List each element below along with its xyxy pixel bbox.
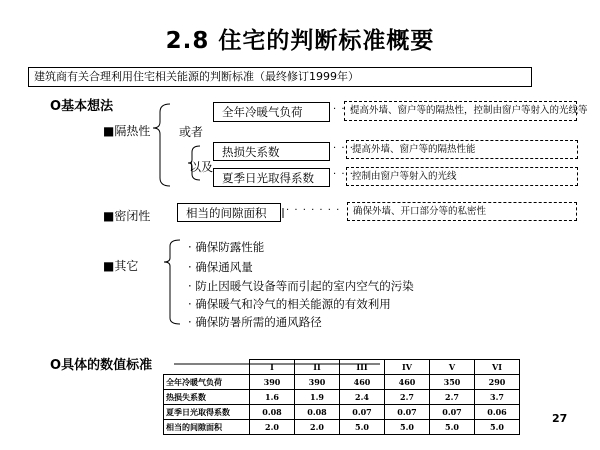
table-cell: 2.4: [340, 390, 385, 405]
column-header: III: [340, 360, 385, 375]
table-cell: 0.07: [430, 405, 475, 420]
table-cell: 0.07: [340, 405, 385, 420]
table-cell: 2.7: [385, 390, 430, 405]
table-row: [164, 375, 520, 390]
gap-area-box: 相当的间隙面积: [177, 203, 281, 222]
annual-load-desc: 提高外墙、窗户等的隔热性，控制由窗户等射入的光线等: [344, 101, 577, 121]
table-header-row: [164, 360, 520, 375]
column-header: I: [250, 360, 295, 375]
table-cell: 460: [385, 375, 430, 390]
dots-leader: · · ·: [333, 169, 354, 180]
table-row: [164, 390, 520, 405]
table-cell: 5.0: [430, 420, 475, 435]
table-cell: 350: [430, 375, 475, 390]
table-cell: 460: [340, 375, 385, 390]
other-item: · 防止因暖气设备等而引起的室内空气的污染: [188, 279, 414, 293]
table-cell: 0.08: [250, 405, 295, 420]
other-label: ■其它: [103, 259, 139, 273]
airtight-label: ■密闭性: [103, 209, 151, 223]
other-item: · 确保防暑所需的通风路径: [188, 315, 322, 329]
heat-loss-desc: 提高外墙、窗户等的隔热性能: [346, 140, 578, 159]
table-cell: 2.0: [250, 420, 295, 435]
column-header: II: [295, 360, 340, 375]
column-header: VI: [475, 360, 520, 375]
and-label: 以及: [189, 160, 214, 174]
table-cell: 390: [295, 375, 340, 390]
gap-area-desc: 确保外墙、开口部分等的私密性: [347, 202, 577, 221]
annual-load-box: 全年冷暖气负荷: [213, 102, 330, 122]
dots-leader: · · ·: [333, 143, 354, 154]
basic-heading: O基本想法: [50, 99, 114, 114]
table-cell: 2.7: [430, 390, 475, 405]
table-cell: 3.7: [475, 390, 520, 405]
table-cell: 290: [475, 375, 520, 390]
table-corner: [164, 360, 250, 375]
heat-loss-box: 热损失系数: [213, 142, 330, 161]
table-cell: 0.06: [475, 405, 520, 420]
column-header: IV: [385, 360, 430, 375]
criteria-table: [163, 359, 520, 435]
page-title: 2.8 住宅的判断标准概要: [165, 28, 435, 54]
row-header: 夏季日光取得系数: [164, 405, 250, 420]
other-item: · 确保通风量: [188, 260, 253, 274]
dots-leader: · · · · · · ·: [286, 205, 341, 216]
table-row: [164, 405, 520, 420]
column-header: V: [430, 360, 475, 375]
table-cell: 1.9: [295, 390, 340, 405]
table-cell: 0.08: [295, 405, 340, 420]
table-cell: 5.0: [340, 420, 385, 435]
circle-bullet-icon: O: [50, 99, 62, 114]
circle-bullet-icon: O: [50, 358, 62, 373]
numeric-heading: O具体的数值标准: [50, 358, 153, 373]
table-cell: 0.07: [385, 405, 430, 420]
dots-leader: · · ·: [333, 104, 354, 115]
row-header: 全年冷暖气负荷: [164, 375, 250, 390]
table-cell: 390: [250, 375, 295, 390]
other-item: · 确保暖气和冷气的相关能源的有效利用: [188, 297, 391, 311]
row-header: 热损失系数: [164, 390, 250, 405]
subtitle-box: 建筑商有关合理利用住宅相关能源的判断标准（最终修订1999年）: [28, 67, 532, 87]
row-header: 相当的间隙面积: [164, 420, 250, 435]
summer-gain-desc: 控制由窗户等射入的光线: [346, 167, 578, 186]
table-row: [164, 420, 520, 435]
insulation-label: ■隔热性: [103, 124, 151, 138]
other-item: · 确保防露性能: [188, 240, 265, 254]
table-cell: 1.6: [250, 390, 295, 405]
table-cell: 5.0: [475, 420, 520, 435]
summer-gain-box: 夏季日光取得系数: [213, 168, 330, 187]
table-cell: 2.0: [295, 420, 340, 435]
or-label: 或者: [179, 125, 204, 139]
table-cell: 5.0: [385, 420, 430, 435]
page-number: 27: [552, 412, 568, 425]
